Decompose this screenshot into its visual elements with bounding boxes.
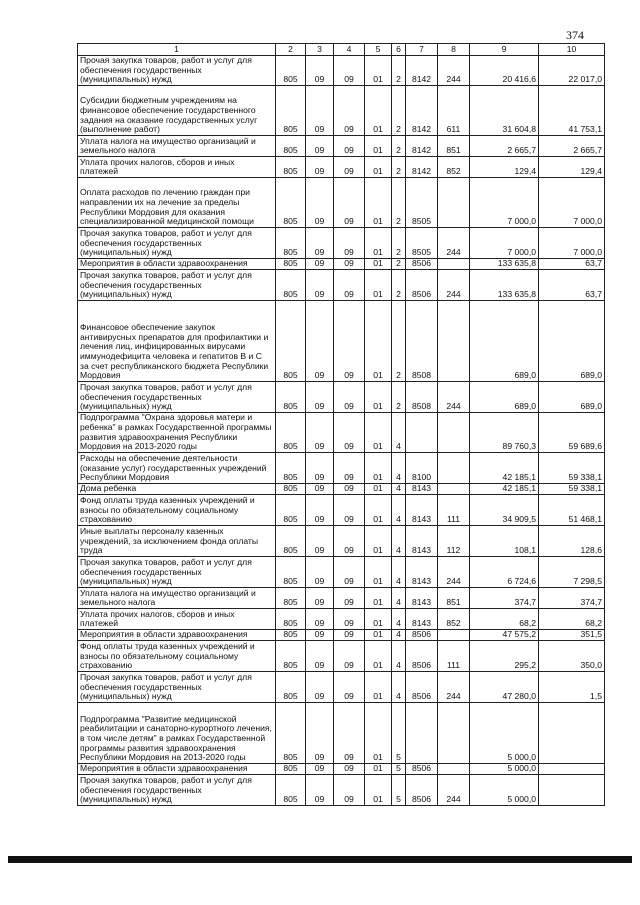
cell-col-6: 2: [392, 381, 406, 412]
row-name-cell: Прочая закупка товаров, работ и услуг для обеспечения государственных (муниципальных) нужд: [78, 381, 276, 412]
cell-col-10: 689,0: [539, 300, 605, 381]
cell-col-4: 09: [334, 452, 365, 483]
cell-col-3: 09: [306, 177, 334, 227]
page-number: 374: [566, 28, 584, 42]
row-name-cell: Уплата налога на имущество организаций и земельного налога: [78, 135, 276, 156]
cell-col-6: 4: [392, 608, 406, 629]
cell-col-2: 805: [276, 702, 306, 763]
cell-col-10: 128,6: [539, 525, 605, 556]
cell-col-5: 01: [365, 258, 392, 269]
cell-col-6: 4: [392, 494, 406, 525]
cell-col-6: 4: [392, 483, 406, 494]
cell-col-3: 09: [306, 85, 334, 135]
cell-col-10: 59 338,1: [539, 483, 605, 494]
cell-col-5: 01: [365, 56, 392, 86]
cell-col-2: 805: [276, 135, 306, 156]
cell-col-6: 2: [392, 177, 406, 227]
cell-col-3: 09: [306, 300, 334, 381]
cell-col-10: 689,0: [539, 381, 605, 412]
cell-col-9: 47 280,0: [470, 671, 539, 702]
cell-col-5: 01: [365, 85, 392, 135]
cell-col-5: 01: [365, 156, 392, 177]
cell-col-2: 805: [276, 227, 306, 258]
cell-col-3: 09: [306, 483, 334, 494]
cell-col-3: 09: [306, 587, 334, 608]
cell-col-4: 09: [334, 412, 365, 452]
cell-col-3: 09: [306, 412, 334, 452]
cell-col-8: 244: [438, 556, 470, 587]
table-row: [78, 483, 605, 494]
cell-col-10: 22 017,0: [539, 56, 605, 86]
cell-col-6: 2: [392, 269, 406, 300]
cell-col-4: 09: [334, 177, 365, 227]
cell-col-7: 8143: [406, 556, 438, 587]
row-name-cell: Прочая закупка товаров, работ и услуг для обеспечения государственных (муниципальных) нужд: [78, 556, 276, 587]
cell-col-5: 01: [365, 629, 392, 640]
row-name-cell: Подпрограмма "Охрана здоровья матери и ребенка" в рамках Государственной программы развития здравоохранения Республики Мордовия на 2013-2020 годы: [78, 412, 276, 452]
cell-col-5: 01: [365, 494, 392, 525]
cell-col-2: 805: [276, 763, 306, 774]
cell-col-3: 09: [306, 629, 334, 640]
cell-col-4: 09: [334, 258, 365, 269]
cell-col-6: 4: [392, 525, 406, 556]
cell-col-5: 01: [365, 412, 392, 452]
row-name-cell: Иные выплаты персоналу казенных учреждений, за исключением фонда оплаты труда: [78, 525, 276, 556]
cell-col-7: 8506: [406, 629, 438, 640]
column-header-8: 8: [438, 44, 470, 56]
row-name-cell: Субсидии бюджетным учреждениям на финансовое обеспечение государственного задания на оказание государственных услуг (выполнение работ): [78, 85, 276, 135]
cell-col-9: 89 760,3: [470, 412, 539, 452]
bottom-border-bar: [8, 856, 632, 863]
row-name-cell: Прочая закупка товаров, работ и услуг для обеспечения государственных (муниципальных) нужд: [78, 671, 276, 702]
cell-col-3: 09: [306, 608, 334, 629]
table-row: [78, 587, 605, 608]
cell-col-8: 244: [438, 56, 470, 86]
cell-col-6: 2: [392, 56, 406, 86]
cell-col-3: 09: [306, 381, 334, 412]
row-name-cell: Фонд оплаты труда казенных учреждений и взносы по обязательному социальному страхованию: [78, 640, 276, 671]
cell-col-4: 09: [334, 763, 365, 774]
row-name-cell: Оплата расходов по лечению граждан при направлении их на лечение за пределы Республики Мордовия для оказания специализированной медицинской помощи: [78, 177, 276, 227]
cell-col-4: 09: [334, 381, 365, 412]
table-row: [78, 671, 605, 702]
cell-col-9: 42 185,1: [470, 483, 539, 494]
row-name-cell: Уплата налога на имущество организаций и земельного налога: [78, 587, 276, 608]
table-row: [78, 258, 605, 269]
cell-col-9: 20 416,6: [470, 56, 539, 86]
cell-col-8: 851: [438, 587, 470, 608]
cell-col-2: 805: [276, 412, 306, 452]
cell-col-2: 805: [276, 258, 306, 269]
cell-col-7: [406, 702, 438, 763]
table-row: [78, 300, 605, 381]
cell-col-7: 8508: [406, 381, 438, 412]
cell-col-10: 350,0: [539, 640, 605, 671]
row-name-cell: Прочая закупка товаров, работ и услуг для обеспечения государственных (муниципальных) нужд: [78, 227, 276, 258]
row-name-cell: Подпрограмма "Развитие медицинской реабилитации и санаторно-курортного лечения, в том числе детям" в рамках Государственной программы развития здравоохранения Республики Мордовия на 2013-2020 годы: [78, 702, 276, 763]
cell-col-7: 8505: [406, 177, 438, 227]
cell-col-2: 805: [276, 177, 306, 227]
cell-col-3: 09: [306, 269, 334, 300]
cell-col-5: 01: [365, 774, 392, 805]
table-row: [78, 702, 605, 763]
row-name-cell: Мероприятия в области здравоохранения: [78, 629, 276, 640]
cell-col-6: 2: [392, 227, 406, 258]
cell-col-8: [438, 258, 470, 269]
cell-col-7: 8142: [406, 56, 438, 86]
cell-col-9: 129,4: [470, 156, 539, 177]
cell-col-7: 8143: [406, 587, 438, 608]
cell-col-3: 09: [306, 640, 334, 671]
cell-col-7: 8143: [406, 608, 438, 629]
cell-col-8: 244: [438, 381, 470, 412]
table-row: [78, 763, 605, 774]
row-name-cell: Прочая закупка товаров, работ и услуг для обеспечения государственных (муниципальных) нужд: [78, 269, 276, 300]
cell-col-6: 4: [392, 556, 406, 587]
table-row: [78, 56, 605, 86]
cell-col-10: 7 000,0: [539, 227, 605, 258]
cell-col-2: 805: [276, 525, 306, 556]
cell-col-2: 805: [276, 629, 306, 640]
cell-col-4: 09: [334, 774, 365, 805]
cell-col-6: 5: [392, 763, 406, 774]
cell-col-3: 09: [306, 258, 334, 269]
cell-col-4: 09: [334, 587, 365, 608]
cell-col-7: 8506: [406, 763, 438, 774]
row-name-cell: Прочая закупка товаров, работ и услуг для обеспечения государственных (муниципальных) нужд: [78, 56, 276, 86]
cell-col-2: 805: [276, 156, 306, 177]
cell-col-8: 111: [438, 640, 470, 671]
cell-col-9: 34 909,5: [470, 494, 539, 525]
cell-col-6: 2: [392, 258, 406, 269]
cell-col-8: 851: [438, 135, 470, 156]
row-name-cell: Финансовое обеспечение закупок антивирусных препаратов для профилактики и лечения лиц, инфицированных вирусами иммунодефицита человека и гепатитов В и С за счет республиканского бюджета Республики Мордовия: [78, 300, 276, 381]
cell-col-5: 01: [365, 702, 392, 763]
header-row: [78, 44, 605, 56]
column-header-1: 1: [78, 44, 276, 56]
cell-col-10: [539, 702, 605, 763]
row-name-cell: Уплата прочих налогов, сборов и иных платежей: [78, 608, 276, 629]
cell-col-5: 01: [365, 525, 392, 556]
cell-col-8: [438, 412, 470, 452]
table-row: [78, 452, 605, 483]
cell-col-2: 805: [276, 300, 306, 381]
cell-col-7: 8506: [406, 258, 438, 269]
cell-col-7: 8506: [406, 269, 438, 300]
cell-col-5: 01: [365, 608, 392, 629]
cell-col-10: 63,7: [539, 269, 605, 300]
cell-col-8: 852: [438, 156, 470, 177]
cell-col-4: 09: [334, 227, 365, 258]
cell-col-8: [438, 763, 470, 774]
cell-col-10: [539, 763, 605, 774]
cell-col-10: 1,5: [539, 671, 605, 702]
cell-col-10: 59 689,6: [539, 412, 605, 452]
cell-col-6: 4: [392, 629, 406, 640]
cell-col-7: 8506: [406, 640, 438, 671]
cell-col-6: 5: [392, 774, 406, 805]
cell-col-9: 5 000,0: [470, 774, 539, 805]
cell-col-2: 805: [276, 85, 306, 135]
cell-col-8: 112: [438, 525, 470, 556]
cell-col-9: 42 185,1: [470, 452, 539, 483]
cell-col-6: 2: [392, 156, 406, 177]
cell-col-9: 6 724,6: [470, 556, 539, 587]
cell-col-5: 01: [365, 640, 392, 671]
cell-col-4: 09: [334, 483, 365, 494]
cell-col-8: 244: [438, 774, 470, 805]
cell-col-7: 8506: [406, 671, 438, 702]
budget-table: [77, 43, 605, 806]
cell-col-8: [438, 629, 470, 640]
column-header-3: 3: [306, 44, 334, 56]
cell-col-10: 351,5: [539, 629, 605, 640]
cell-col-9: 68,2: [470, 608, 539, 629]
cell-col-5: 01: [365, 587, 392, 608]
column-header-2: 2: [276, 44, 306, 56]
cell-col-8: [438, 702, 470, 763]
cell-col-7: 8506: [406, 774, 438, 805]
cell-col-9: 108,1: [470, 525, 539, 556]
cell-col-2: 805: [276, 671, 306, 702]
cell-col-6: 4: [392, 587, 406, 608]
cell-col-10: [539, 774, 605, 805]
cell-col-2: 805: [276, 56, 306, 86]
cell-col-10: 7 000,0: [539, 177, 605, 227]
cell-col-10: 2 665,7: [539, 135, 605, 156]
cell-col-8: 852: [438, 608, 470, 629]
cell-col-2: 805: [276, 269, 306, 300]
cell-col-3: 09: [306, 671, 334, 702]
cell-col-3: 09: [306, 452, 334, 483]
cell-col-4: 09: [334, 702, 365, 763]
column-header-4: 4: [334, 44, 365, 56]
column-header-9: 9: [470, 44, 539, 56]
cell-col-5: 01: [365, 300, 392, 381]
cell-col-7: 8143: [406, 525, 438, 556]
cell-col-7: 8508: [406, 300, 438, 381]
cell-col-9: 133 635,8: [470, 258, 539, 269]
cell-col-8: [438, 452, 470, 483]
cell-col-5: 01: [365, 177, 392, 227]
column-header-6: 6: [392, 44, 406, 56]
cell-col-4: 09: [334, 629, 365, 640]
column-header-7: 7: [406, 44, 438, 56]
cell-col-10: 129,4: [539, 156, 605, 177]
cell-col-10: 68,2: [539, 608, 605, 629]
column-header-10: 10: [539, 44, 605, 56]
cell-col-3: 09: [306, 556, 334, 587]
table-header: [78, 44, 605, 56]
cell-col-4: 09: [334, 135, 365, 156]
cell-col-2: 805: [276, 381, 306, 412]
cell-col-5: 01: [365, 556, 392, 587]
cell-col-10: 41 753,1: [539, 85, 605, 135]
cell-col-5: 01: [365, 135, 392, 156]
cell-col-9: 133 635,8: [470, 269, 539, 300]
cell-col-4: 09: [334, 269, 365, 300]
cell-col-7: 8143: [406, 494, 438, 525]
cell-col-4: 09: [334, 608, 365, 629]
cell-col-9: 31 604,8: [470, 85, 539, 135]
table-row: [78, 629, 605, 640]
cell-col-4: 09: [334, 494, 365, 525]
cell-col-3: 09: [306, 156, 334, 177]
cell-col-8: 611: [438, 85, 470, 135]
row-name-cell: Расходы на обеспечение деятельности (оказание услуг) государственных учреждений Республики Мордовия: [78, 452, 276, 483]
cell-col-5: 01: [365, 381, 392, 412]
cell-col-2: 805: [276, 494, 306, 525]
cell-col-5: 01: [365, 763, 392, 774]
cell-col-8: [438, 177, 470, 227]
cell-col-8: 244: [438, 671, 470, 702]
cell-col-9: 689,0: [470, 300, 539, 381]
cell-col-9: 295,2: [470, 640, 539, 671]
cell-col-7: [406, 412, 438, 452]
cell-col-10: 51 468,1: [539, 494, 605, 525]
cell-col-8: 111: [438, 494, 470, 525]
cell-col-5: 01: [365, 671, 392, 702]
table-row: [78, 412, 605, 452]
cell-col-2: 805: [276, 556, 306, 587]
row-name-cell: Фонд оплаты труда казенных учреждений и взносы по обязательному социальному страхованию: [78, 494, 276, 525]
cell-col-3: 09: [306, 774, 334, 805]
cell-col-9: 689,0: [470, 381, 539, 412]
cell-col-6: 2: [392, 135, 406, 156]
cell-col-9: 5 000,0: [470, 763, 539, 774]
table-row: [78, 156, 605, 177]
cell-col-9: 374,7: [470, 587, 539, 608]
cell-col-6: 5: [392, 702, 406, 763]
cell-col-6: 4: [392, 671, 406, 702]
row-name-cell: Дома ребенка: [78, 483, 276, 494]
cell-col-9: 47 575,2: [470, 629, 539, 640]
table-body: [78, 56, 605, 806]
cell-col-4: 09: [334, 56, 365, 86]
cell-col-4: 09: [334, 556, 365, 587]
cell-col-4: 09: [334, 85, 365, 135]
cell-col-2: 805: [276, 483, 306, 494]
cell-col-10: 7 298,5: [539, 556, 605, 587]
table-row: [78, 494, 605, 525]
table-row: [78, 227, 605, 258]
row-name-cell: Мероприятия в области здравоохранения: [78, 763, 276, 774]
cell-col-7: 8142: [406, 156, 438, 177]
column-header-5: 5: [365, 44, 392, 56]
cell-col-10: 59 338,1: [539, 452, 605, 483]
cell-col-6: 4: [392, 640, 406, 671]
cell-col-3: 09: [306, 494, 334, 525]
cell-col-8: [438, 300, 470, 381]
cell-col-9: 7 000,0: [470, 177, 539, 227]
cell-col-9: 2 665,7: [470, 135, 539, 156]
cell-col-6: 4: [392, 452, 406, 483]
table-row: [78, 135, 605, 156]
cell-col-2: 805: [276, 587, 306, 608]
cell-col-4: 09: [334, 640, 365, 671]
cell-col-8: [438, 483, 470, 494]
cell-col-4: 09: [334, 300, 365, 381]
table-row: [78, 556, 605, 587]
cell-col-3: 09: [306, 56, 334, 86]
row-name-cell: Мероприятия в области здравоохранения: [78, 258, 276, 269]
table-row: [78, 85, 605, 135]
cell-col-4: 09: [334, 671, 365, 702]
table-row: [78, 381, 605, 412]
cell-col-2: 805: [276, 640, 306, 671]
cell-col-3: 09: [306, 135, 334, 156]
cell-col-5: 01: [365, 452, 392, 483]
cell-col-7: 8505: [406, 227, 438, 258]
cell-col-6: 2: [392, 85, 406, 135]
cell-col-8: 244: [438, 269, 470, 300]
cell-col-3: 09: [306, 525, 334, 556]
cell-col-7: 8142: [406, 135, 438, 156]
cell-col-5: 01: [365, 227, 392, 258]
table-row: [78, 525, 605, 556]
cell-col-6: 4: [392, 412, 406, 452]
cell-col-2: 805: [276, 452, 306, 483]
cell-col-3: 09: [306, 702, 334, 763]
cell-col-10: 63,7: [539, 258, 605, 269]
table-row: [78, 269, 605, 300]
table-row: [78, 608, 605, 629]
cell-col-2: 805: [276, 774, 306, 805]
cell-col-9: 5 000,0: [470, 702, 539, 763]
cell-col-7: 8100: [406, 452, 438, 483]
cell-col-8: 244: [438, 227, 470, 258]
row-name-cell: Уплата прочих налогов, сборов и иных платежей: [78, 156, 276, 177]
table-row: [78, 177, 605, 227]
cell-col-7: 8142: [406, 85, 438, 135]
cell-col-3: 09: [306, 763, 334, 774]
cell-col-9: 7 000,0: [470, 227, 539, 258]
table-row: [78, 640, 605, 671]
cell-col-7: 8143: [406, 483, 438, 494]
cell-col-4: 09: [334, 525, 365, 556]
cell-col-4: 09: [334, 156, 365, 177]
cell-col-5: 01: [365, 269, 392, 300]
cell-col-2: 805: [276, 608, 306, 629]
row-name-cell: Прочая закупка товаров, работ и услуг для обеспечения государственных (муниципальных) нужд: [78, 774, 276, 805]
cell-col-3: 09: [306, 227, 334, 258]
cell-col-10: 374,7: [539, 587, 605, 608]
cell-col-5: 01: [365, 483, 392, 494]
cell-col-6: 2: [392, 300, 406, 381]
table-row: [78, 774, 605, 805]
